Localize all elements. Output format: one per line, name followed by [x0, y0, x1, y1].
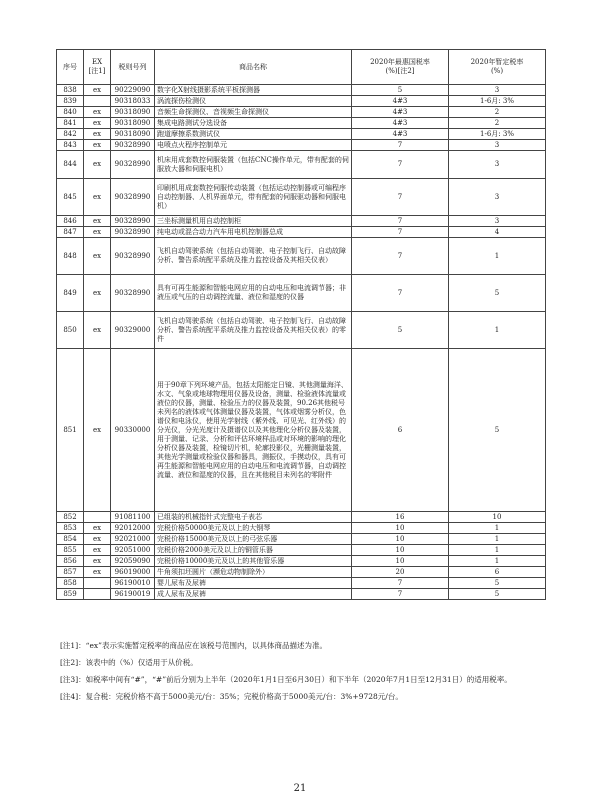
table-row — [57, 107, 546, 118]
cell-name: 成人尿布及尿裤 — [155, 589, 352, 600]
table-row — [57, 534, 546, 545]
cell-seq: 847 — [57, 227, 84, 238]
cell-ex: ex — [84, 534, 111, 545]
cell-mfn-rate: 10 — [352, 534, 449, 545]
notes-section — [60, 640, 545, 708]
cell-ex: ex — [84, 556, 111, 567]
cell-ex: ex — [84, 179, 111, 216]
cell-name: 数字化X射线摄影系统平板探测器 — [155, 85, 352, 96]
cell-seq: 859 — [57, 589, 84, 600]
cell-code: 92012000 — [111, 523, 155, 534]
table-row — [57, 312, 546, 349]
cell-seq: 846 — [57, 216, 84, 227]
cell-ex: ex — [84, 85, 111, 96]
table-row — [57, 556, 546, 567]
table-row — [57, 275, 546, 312]
cell-mfn-rate: 4#3 — [352, 96, 449, 107]
table-row — [57, 129, 546, 140]
cell-mfn-rate: 7 — [352, 275, 449, 312]
cell-seq: 840 — [57, 107, 84, 118]
cell-mfn-rate: 10 — [352, 556, 449, 567]
table-row — [57, 512, 546, 523]
cell-code: 90328990 — [111, 151, 155, 179]
cell-seq: 857 — [57, 567, 84, 578]
table-row — [57, 151, 546, 179]
cell-mfn-rate: 5 — [352, 85, 449, 96]
table-row — [57, 216, 546, 227]
cell-name: 三坐标测量机用自动控制柜 — [155, 216, 352, 227]
cell-name: 已组装的机械指针式完整电子表芯 — [155, 512, 352, 523]
table-row — [57, 118, 546, 129]
cell-name: 涡流探伤检测仪 — [155, 96, 352, 107]
cell-provisional-rate: 1-6月: 3% — [449, 96, 546, 107]
header-mfn-rate: 2020年最惠国税率 (%)[注2] — [352, 50, 449, 85]
cell-provisional-rate: 5 — [449, 275, 546, 312]
cell-seq: 850 — [57, 312, 84, 349]
header-name: 商品名称 — [155, 50, 352, 85]
cell-code: 90318090 — [111, 107, 155, 118]
cell-ex — [84, 589, 111, 600]
cell-name: 用于90章下列环境产品，包括太阳能定日镜、其他测量海洋、水文、气象或地球物理用仪器及设备，测量、检验液体流量或液位的仪器，测量、检验压力的仪器及装置，90.26其他税号未列名的液体或气体测量仪器及装置，气体或烟雾分析仪，色谱仪和电泳仪，使用光学射线（紫外线、可见光、红外线）的分光仪，分光光度计及摄谱仪以及其他理化分析仪器及装置，用于测量、记录、分析和评估环境样品或对环境的影响的理化分析仪器及装置，检镜切片机，轮廓投影仪，光栅测量装置，其他光学测量或检验仪器和器具，测振仪，手摸动仪，具有可再生能源和智能电网应用的自动电压和电流调节器，自动调控流量、液位和湿度的仪器，且在其他税目未列名的零附件 — [155, 349, 352, 512]
cell-seq: 843 — [57, 140, 84, 151]
cell-ex: ex — [84, 349, 111, 512]
cell-ex: ex — [84, 118, 111, 129]
cell-code: 92059090 — [111, 556, 155, 567]
cell-ex: ex — [84, 275, 111, 312]
note-3: [注3]：如税率中间有“#”，“#”前后分别为上半年（2020年1月1日至6月30日）和下半年（2020年7月1日至12月31日）的适用税率。 — [60, 675, 512, 684]
cell-ex: ex — [84, 227, 111, 238]
cell-mfn-rate: 4#3 — [352, 118, 449, 129]
cell-seq: 844 — [57, 151, 84, 179]
cell-ex — [84, 578, 111, 589]
cell-provisional-rate: 3 — [449, 85, 546, 96]
cell-code: 96190010 — [111, 578, 155, 589]
note-2: [注2]：该表中的（%）仅适用于从价税。 — [60, 658, 198, 667]
table-row — [57, 227, 546, 238]
table-row — [57, 545, 546, 556]
cell-code: 90229090 — [111, 85, 155, 96]
cell-mfn-rate: 10 — [352, 545, 449, 556]
cell-mfn-rate: 7 — [352, 140, 449, 151]
cell-mfn-rate: 7 — [352, 216, 449, 227]
cell-name: 飞机自动驾驶系统（包括自动驾驶、电子控制飞行、自动故障分析、警告系统配平系统及推力监控设备及其相关仪表）的零件 — [155, 312, 352, 349]
cell-name: 飞机自动驾驶系统（包括自动驾驶、电子控制飞行、自动故障分析、警告系统配平系统及推力监控设备及其相关仪表） — [155, 238, 352, 275]
cell-code: 90318090 — [111, 129, 155, 140]
table-row — [57, 85, 546, 96]
cell-provisional-rate: 5 — [449, 578, 546, 589]
cell-name: 电喷点火程序控制单元 — [155, 140, 352, 151]
cell-code: 96019000 — [111, 567, 155, 578]
cell-seq: 839 — [57, 96, 84, 107]
cell-mfn-rate: 5 — [352, 312, 449, 349]
cell-name: 机床用成套数控伺服装置（包括CNC操作单元，带有配套的伺服放大器和伺服电机） — [155, 151, 352, 179]
cell-code: 92051000 — [111, 545, 155, 556]
cell-code: 90328990 — [111, 140, 155, 151]
cell-provisional-rate: 5 — [449, 349, 546, 512]
cell-code: 90328990 — [111, 275, 155, 312]
header-provisional-rate: 2020年暂定税率 (%) — [449, 50, 546, 85]
cell-code: 96190019 — [111, 589, 155, 600]
cell-ex: ex — [84, 216, 111, 227]
tariff-table — [56, 49, 546, 600]
cell-provisional-rate: 3 — [449, 140, 546, 151]
cell-ex: ex — [84, 567, 111, 578]
cell-mfn-rate: 20 — [352, 567, 449, 578]
cell-mfn-rate: 7 — [352, 179, 449, 216]
cell-ex: ex — [84, 312, 111, 349]
cell-name: 音频生命探测仪、音视频生命探测仪 — [155, 107, 352, 118]
cell-code: 90328990 — [111, 179, 155, 216]
cell-ex: ex — [84, 523, 111, 534]
cell-seq: 856 — [57, 556, 84, 567]
cell-provisional-rate: 3 — [449, 216, 546, 227]
cell-code: 90329000 — [111, 312, 155, 349]
cell-mfn-rate: 7 — [352, 578, 449, 589]
header-seq: 序号 — [57, 50, 84, 85]
cell-seq: 838 — [57, 85, 84, 96]
cell-mfn-rate: 6 — [352, 349, 449, 512]
cell-mfn-rate: 7 — [352, 589, 449, 600]
cell-provisional-rate: 3 — [449, 151, 546, 179]
table-row — [57, 96, 546, 107]
cell-mfn-rate: 7 — [352, 227, 449, 238]
cell-name: 牛角须扣坯圆片（濒危动物制除外） — [155, 567, 352, 578]
cell-seq: 849 — [57, 275, 84, 312]
table-row — [57, 140, 546, 151]
cell-name: 完税价格2000美元及以上的铜管乐器 — [155, 545, 352, 556]
cell-seq: 848 — [57, 238, 84, 275]
cell-name: 完税价格15000美元及以上的弓弦乐器 — [155, 534, 352, 545]
table-row — [57, 523, 546, 534]
cell-provisional-rate: 6 — [449, 567, 546, 578]
cell-provisional-rate: 1 — [449, 545, 546, 556]
header-ex: EX [注1] — [84, 50, 111, 85]
cell-name: 集成电路测试分选设备 — [155, 118, 352, 129]
table-row — [57, 238, 546, 275]
cell-name: 印刷机用成套数控伺服传动装置（包括运动控制器或可编程序自动控制器、人机界面单元，带有配套的伺服驱动器和伺服电机） — [155, 179, 352, 216]
cell-mfn-rate: 4#3 — [352, 107, 449, 118]
header-code: 税则号列 — [111, 50, 155, 85]
cell-ex — [84, 512, 111, 523]
note-1: [注1]：“ex”表示实施暂定税率的商品应在该税号范围内，以具体商品描述为准。 — [60, 641, 327, 650]
cell-seq: 854 — [57, 534, 84, 545]
cell-provisional-rate: 1 — [449, 534, 546, 545]
page-number: 21 — [293, 783, 307, 794]
cell-provisional-rate: 1 — [449, 523, 546, 534]
cell-provisional-rate: 10 — [449, 512, 546, 523]
table-row — [57, 349, 546, 512]
cell-mfn-rate: 4#3 — [352, 129, 449, 140]
cell-provisional-rate: 5 — [449, 589, 546, 600]
table-row — [57, 589, 546, 600]
cell-provisional-rate: 2 — [449, 107, 546, 118]
cell-seq: 853 — [57, 523, 84, 534]
table-row — [57, 567, 546, 578]
table-header-row — [57, 50, 546, 85]
cell-seq: 858 — [57, 578, 84, 589]
cell-seq: 852 — [57, 512, 84, 523]
cell-code: 90330000 — [111, 349, 155, 512]
table-row — [57, 179, 546, 216]
cell-name: 完税价格10000美元及以上的其他管乐器 — [155, 556, 352, 567]
cell-ex: ex — [84, 151, 111, 179]
cell-name: 跑道摩擦系数测试仪 — [155, 129, 352, 140]
cell-seq: 841 — [57, 118, 84, 129]
cell-name: 完税价格50000美元及以上的大钢琴 — [155, 523, 352, 534]
cell-provisional-rate: 1 — [449, 238, 546, 275]
cell-provisional-rate: 1 — [449, 312, 546, 349]
cell-ex: ex — [84, 545, 111, 556]
cell-code: 92021000 — [111, 534, 155, 545]
cell-seq: 842 — [57, 129, 84, 140]
cell-mfn-rate: 7 — [352, 151, 449, 179]
cell-code: 90328990 — [111, 227, 155, 238]
cell-code: 90318033 — [111, 96, 155, 107]
cell-ex: ex — [84, 129, 111, 140]
cell-ex: ex — [84, 140, 111, 151]
cell-provisional-rate: 4 — [449, 227, 546, 238]
cell-provisional-rate: 1-6月: 3% — [449, 129, 546, 140]
cell-name: 具有可再生能源和智能电网应用的自动电压和电流调节器；非液压或气压的自动调控流量、液位和湿度的仪器 — [155, 275, 352, 312]
cell-seq: 851 — [57, 349, 84, 512]
cell-provisional-rate: 1 — [449, 556, 546, 567]
cell-code: 91081100 — [111, 512, 155, 523]
cell-mfn-rate: 7 — [352, 238, 449, 275]
cell-code: 90328990 — [111, 238, 155, 275]
cell-seq: 855 — [57, 545, 84, 556]
cell-ex: ex — [84, 107, 111, 118]
cell-ex: ex — [84, 238, 111, 275]
cell-mfn-rate: 16 — [352, 512, 449, 523]
cell-ex — [84, 96, 111, 107]
cell-code: 90328990 — [111, 216, 155, 227]
cell-name: 纯电动或混合动力汽车用电机控制器总成 — [155, 227, 352, 238]
cell-seq: 845 — [57, 179, 84, 216]
table-body — [57, 85, 546, 600]
cell-mfn-rate: 10 — [352, 523, 449, 534]
cell-provisional-rate: 3 — [449, 179, 546, 216]
cell-code: 90318090 — [111, 118, 155, 129]
cell-name: 婴儿尿布及尿裤 — [155, 578, 352, 589]
cell-provisional-rate: 2 — [449, 118, 546, 129]
table-row — [57, 578, 546, 589]
note-4: [注4]：复合税：完税价格不高于5000美元/台：35%；完税价格高于5000美元/台：3%+9728元/台。 — [60, 692, 403, 701]
